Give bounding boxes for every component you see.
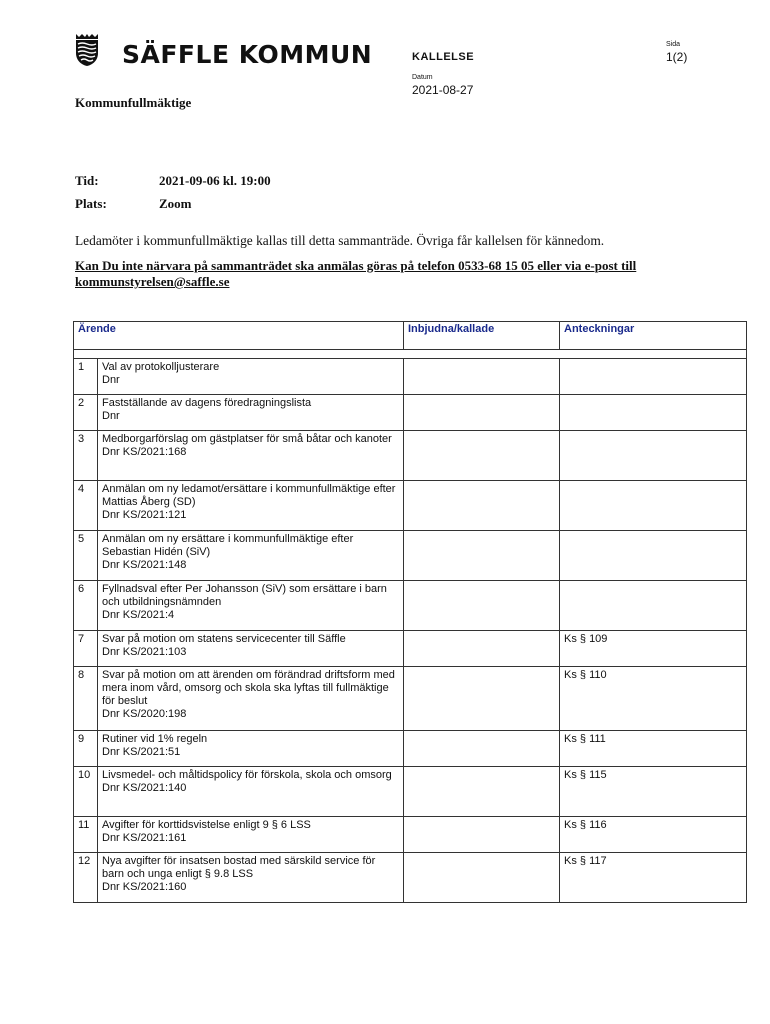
header-item: Ärende (74, 322, 404, 350)
agenda-item-notes: Ks § 110 (560, 667, 747, 731)
organization-name: SÄFFLE KOMMUN (122, 40, 373, 69)
agenda-item-dnr: Dnr KS/2021:140 (102, 782, 187, 794)
agenda-item-number: 10 (74, 767, 98, 817)
agenda-row (74, 581, 747, 631)
agenda-item-cell (98, 853, 404, 903)
agenda-item-cell (98, 767, 404, 817)
agenda-item-dnr: Dnr KS/2021:168 (102, 446, 187, 458)
agenda-item-notes: Ks § 109 (560, 631, 747, 667)
table-spacer-row (74, 350, 747, 359)
agenda-item-number: 7 (74, 631, 98, 667)
agenda-item-cell (98, 581, 404, 631)
agenda-item-number: 8 (74, 667, 98, 731)
agenda-item-notes (560, 481, 747, 531)
attendance-notice: Kan Du inte närvara på sammanträdet ska anmälas göras på telefon 0533-68 15 05 eller via e-post till kommunstyrelsen@saffle.se (75, 258, 637, 289)
agenda-item-cell (98, 531, 404, 581)
agenda-item-number: 12 (74, 853, 98, 903)
page-label: Sida (666, 41, 681, 48)
agenda-item-dnr: Dnr KS/2021:148 (102, 559, 187, 571)
agenda-item-notes (560, 531, 747, 581)
agenda-item-title: Fyllnadsval efter Per Johansson (SiV) som ersättare i barn och utbildningsnämnden (102, 583, 387, 608)
agenda-table (73, 321, 747, 903)
agenda-item-invited (404, 481, 560, 531)
agenda-item-invited (404, 359, 560, 395)
agenda-row (74, 731, 747, 767)
agenda-item-title: Rutiner vid 1% regeln (102, 733, 208, 745)
agenda-row (74, 767, 747, 817)
agenda-item-number: 9 (74, 731, 98, 767)
agenda-item-title: Val av protokolljusterare (102, 361, 220, 373)
agenda-item-title: Medborgarförslag om gästplatser för små båtar och kanoter (102, 433, 392, 445)
agenda-item-number: 11 (74, 817, 98, 853)
agenda-item-cell (98, 481, 404, 531)
agenda-item-invited (404, 853, 560, 903)
agenda-item-title: Avgifter för korttidsvistelse enligt 9 § 6 LSS (102, 819, 311, 831)
agenda-row (74, 853, 747, 903)
agenda-row (74, 667, 747, 731)
agenda-item-dnr: Dnr (102, 374, 120, 386)
agenda-item-title: Fastställande av dagens föredragningslista (102, 397, 312, 409)
agenda-item-title: Livsmedel- och måltidspolicy för förskola, skola och omsorg (102, 769, 392, 781)
agenda-item-cell (98, 667, 404, 731)
agenda-item-number: 4 (74, 481, 98, 531)
agenda-item-invited (404, 817, 560, 853)
agenda-item-cell (98, 395, 404, 431)
agenda-item-cell (98, 631, 404, 667)
agenda-item-invited (404, 581, 560, 631)
header-notes: Anteckningar (560, 322, 747, 350)
agenda-item-invited (404, 431, 560, 481)
agenda-item-invited (404, 731, 560, 767)
agenda-item-cell (98, 731, 404, 767)
time-label: Tid: (75, 173, 99, 188)
agenda-item-invited (404, 767, 560, 817)
agenda-row (74, 531, 747, 581)
agenda-item-notes: Ks § 117 (560, 853, 747, 903)
date-value: 2021-08-27 (412, 83, 474, 97)
agenda-item-dnr: Dnr KS/2021:121 (102, 509, 187, 521)
agenda-row (74, 481, 747, 531)
coat-of-arms-logo (74, 33, 100, 67)
agenda-item-dnr: Dnr KS/2021:51 (102, 746, 181, 758)
agenda-item-title: Svar på motion om statens servicecenter till Säffle (102, 633, 346, 645)
intro-text: Ledamöter i kommunfullmäktige kallas till detta sammanträde. Övriga får kallelsen för kännedom. (75, 233, 605, 248)
place-value: Zoom (159, 196, 192, 211)
agenda-item-title: Anmälan om ny ledamot/ersättare i kommunfullmäktige efter Mattias Åberg (SD) (102, 483, 396, 508)
agenda-item-dnr: Dnr KS/2021:4 (102, 609, 175, 621)
agenda-row (74, 431, 747, 481)
header-invited: Inbjudna/kallade (404, 322, 560, 350)
date-label: Datum (412, 74, 433, 81)
agenda-row (74, 395, 747, 431)
agenda-item-number: 3 (74, 431, 98, 481)
agenda-item-invited (404, 667, 560, 731)
agenda-item-notes (560, 431, 747, 481)
agenda-item-number: 1 (74, 359, 98, 395)
time-value: 2021-09-06 kl. 19:00 (159, 173, 271, 188)
agenda-item-cell (98, 359, 404, 395)
agenda-item-title: Nya avgifter för insatsen bostad med särskild service för barn och unga enligt § 9.8 LSS (102, 855, 376, 880)
agenda-item-dnr: Dnr KS/2021:103 (102, 646, 187, 658)
committee-name: Kommunfullmäktige (75, 95, 192, 110)
agenda-header-row (74, 322, 747, 350)
page-number: 1(2) (666, 50, 688, 64)
agenda-row (74, 817, 747, 853)
agenda-item-cell (98, 817, 404, 853)
agenda-item-cell (98, 431, 404, 481)
agenda-item-notes: Ks § 116 (560, 817, 747, 853)
agenda-row (74, 359, 747, 395)
agenda-item-notes (560, 359, 747, 395)
agenda-item-title: Svar på motion om att ärenden om förändrad driftsform med mera inom vård, omsorg och skola ska lyftas till fullmäktige för beslut (102, 669, 395, 707)
agenda-item-dnr: Dnr KS/2020:198 (102, 708, 187, 720)
agenda-item-notes (560, 395, 747, 431)
place-label: Plats: (75, 196, 107, 211)
agenda-item-number: 2 (74, 395, 98, 431)
agenda-item-title: Anmälan om ny ersättare i kommunfullmäktige efter Sebastian Hidén (SiV) (102, 533, 354, 558)
agenda-item-dnr: Dnr KS/2021:160 (102, 881, 187, 893)
agenda-item-invited (404, 631, 560, 667)
agenda-item-invited (404, 395, 560, 431)
agenda-item-invited (404, 531, 560, 581)
document-type: KALLELSE (412, 51, 475, 63)
agenda-row (74, 631, 747, 667)
agenda-item-number: 6 (74, 581, 98, 631)
agenda-item-number: 5 (74, 531, 98, 581)
agenda-item-notes: Ks § 111 (560, 731, 747, 767)
agenda-item-notes (560, 581, 747, 631)
agenda-item-dnr: Dnr (102, 410, 120, 422)
agenda-item-notes: Ks § 115 (560, 767, 747, 817)
agenda-item-dnr: Dnr KS/2021:161 (102, 832, 187, 844)
